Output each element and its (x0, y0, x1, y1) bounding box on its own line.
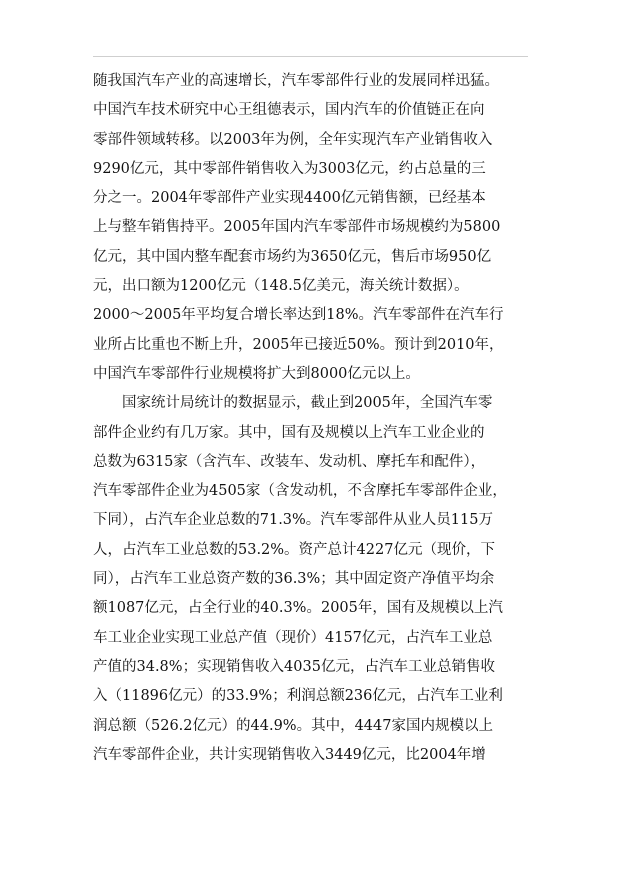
text-line: 上与整车销售持平。2005年国内汽车零部件市场规模约为5800 (93, 219, 501, 236)
text-line: 元，出口额为1200亿元（148.5亿美元，海关统计数据）。 (93, 278, 469, 295)
text-line: 润总额（526.2亿元）的44.9%。其中，4447家国内规模以上 (93, 717, 493, 734)
text-line: 亿元，其中国内整车配套市场约为3650亿元，售后市场950亿 (93, 248, 492, 265)
text-line: 人，占汽车工业总数的53.2%。资产总计4227亿元（现价，下 (93, 541, 495, 558)
text-line: 产值的34.8%；实现销售收入4035亿元，占汽车工业总销售收 (93, 658, 495, 675)
text-line: 车工业企业实现工业总产值（现价）4157亿元，占汽车工业总 (93, 629, 493, 646)
text-line: 汽车零部件企业，共计实现销售收入3449亿元，比2004年增 (93, 746, 486, 763)
text-line: 部件企业约有几万家。其中，国有及规模以上汽车工业企业的 (93, 424, 485, 441)
header-rule (93, 56, 528, 57)
text-line: 2000～2005年平均复合增长率达到18%。汽车零部件在汽车行 (93, 307, 504, 324)
text-line: 零部件领域转移。以2003年为例，全年实现汽车产业销售收入 (93, 131, 493, 148)
text-line: 分之一。2004年零部件产业实现4400亿元销售额，已经基本 (93, 190, 486, 207)
text-line: 额1087亿元，占全行业的40.3%。2005年，国有及规模以上汽 (93, 600, 503, 617)
body-text (93, 67, 533, 770)
text-line: 入（11896亿元）的33.9%；利润总额236亿元，占汽车工业利 (93, 688, 503, 705)
text-line: 总数为6315家（含汽车、改装车、发动机、摩托车和配件）， (93, 453, 486, 470)
text-line: 中国汽车零部件行业规模将扩大到8000亿元以上。 (93, 365, 420, 382)
text-line: 同），占汽车工业总资产数的36.3%；其中固定资产净值平均余 (93, 571, 495, 588)
text-line: 业所占比重也不断上升，2005年已接近50%。预计到2010年， (93, 336, 504, 353)
text-line: 9290亿元，其中零部件销售收入为3003亿元，约占总量的三 (93, 160, 486, 177)
text-line: 下同），占汽车企业总数的71.3%。汽车零部件从业人员115万 (93, 512, 493, 529)
text-line: 汽车零部件企业为4505家（含发动机，不含摩托车零部件企业， (93, 483, 507, 500)
text-line: 中国汽车技术研究中心王组德表示，国内汽车的价值链正在向 (93, 102, 485, 119)
paragraph-start-line: 国家统计局统计的数据显示，截止到2005年，全国汽车零 (122, 395, 493, 412)
text-line: 随我国汽车产业的高速增长，汽车零部件行业的发展同样迅猛。 (93, 73, 499, 89)
